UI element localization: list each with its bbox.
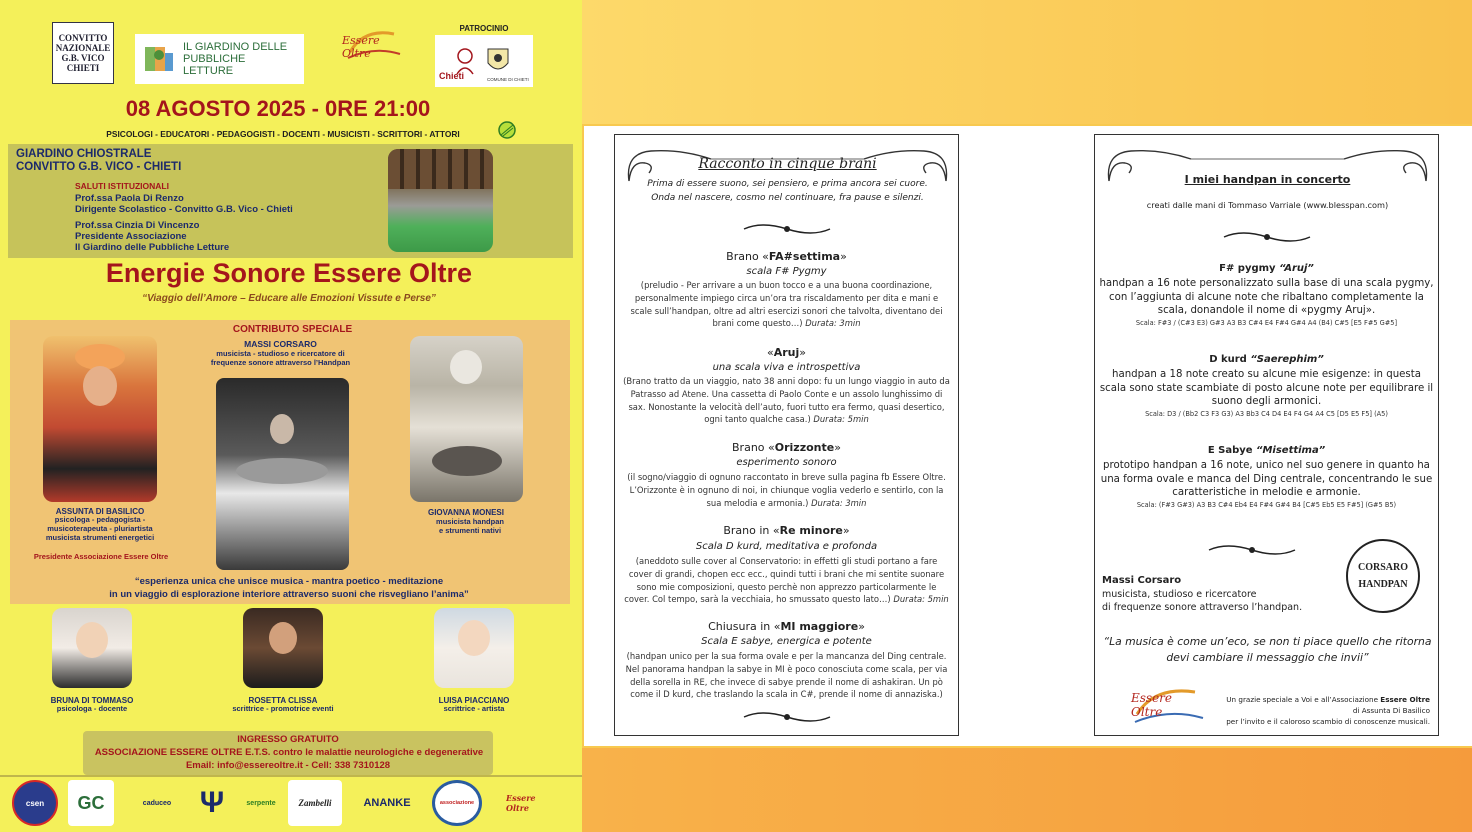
- thanks-line1: Un grazie speciale a Voi e all’Associazione Essere Oltre: [1226, 695, 1430, 704]
- divider-ornament-4: [1207, 540, 1297, 560]
- guest2-role: scrittrice - promotrice eventi: [232, 704, 334, 713]
- associazione-logo: associazione: [432, 780, 482, 826]
- massi-photo: [216, 378, 349, 570]
- essere-oltre-text-top: Essere Oltre: [342, 34, 380, 60]
- handpan1-name: F# pygmy “Aruj”: [1219, 263, 1314, 274]
- brano5-subtitle: Scala E sabye, energica e potente: [701, 636, 872, 647]
- brano3-body: (il sogno/viaggio di ognuno raccontato in breve sulla pagina fb Essere Oltre. L’Orizzonte è in ognuno di noi, in chiunque voglia vederlo e sentirlo, con la sua melodia e armonia.) Durata: 3min: [627, 472, 946, 508]
- main-artist-name: MASSI CORSARO: [244, 339, 317, 349]
- serpente-logo: serpente: [246, 799, 276, 807]
- main-artist-role1: musicista - studioso e ricercatore di: [216, 349, 345, 358]
- brano4-body: (aneddoto sulle cover al Conservatorio: in effetti gli studi portano a fare cover di grandi, chopen ecc ecc., quindi tutti i brani che mi sentite suonare sono mie composizioni, questo perchè non apprezzo particolarmente le cover. Col tempo, sarà la vecchiaia, ho smussato questo lato…) Durata: 5min: [624, 556, 949, 605]
- guest2-name: ROSETTA CLISSA: [248, 696, 318, 705]
- thanks-line3: per l’invito e il caloroso scambio di conoscenze musicali.: [1226, 717, 1430, 726]
- brano3-subtitle: esperimento sonoro: [736, 457, 837, 468]
- venue-photo: [388, 149, 493, 252]
- handpan3-scale: Scala: (F#3 G#3) A3 B3 C#4 Eb4 E4 F#4 G#4 B4 [C#5 Eb5 E5 F#5] (G#5 B5): [1136, 501, 1397, 509]
- brano1-body: (preludio - Per arrivare a un buon tocco e a una buona coordinazione, personalmente impiego circa un’ora tra riscaldamento per dita e mani e scale sull’handpan, oltre ad altri esercizi sonori che talvolta, diventano dei brani come questo…) Durata: 3min: [630, 280, 943, 329]
- corsaro-stamp: [1346, 539, 1420, 613]
- event-title: Energie Sonore Essere Oltre: [105, 258, 473, 288]
- venue-line1: GIARDINO CHIOSTRALE: [16, 148, 152, 160]
- event-date: 08 AGOSTO 2025 - 0RE 21:00: [125, 96, 431, 121]
- luisa-photo: [434, 608, 514, 688]
- brochure-sheet: [584, 126, 1472, 746]
- ananke-logo: ANANKE: [363, 797, 411, 809]
- giardino-logo: [135, 34, 304, 84]
- assunta-role3: musicista strumenti energetici: [45, 533, 155, 542]
- comune-crest-icon: [482, 45, 514, 77]
- assunta-name: ASSUNTA DI BASILICO: [55, 507, 145, 516]
- caduceo-logo: caduceo: [142, 799, 172, 807]
- author-name: Massi Corsaro: [1102, 575, 1182, 586]
- handpan1-scale: Scala: F#3 / (C#3 E3) G#3 A3 B3 C#4 E4 F#4 G#4 A4 (B4) C#5 [E5 F#5 G#5]: [1135, 319, 1398, 327]
- contact-line: Email: info@essereoltre.it - Cell: 338 7310128: [185, 760, 391, 771]
- csen-logo: csen: [12, 780, 58, 826]
- event-poster: [0, 0, 582, 832]
- chieti-logo: [435, 35, 533, 87]
- brano5-title: Chiusura in «MI maggiore»: [708, 620, 865, 633]
- chieti-text: Chieti: [439, 71, 465, 81]
- rosetta-photo: [243, 608, 323, 688]
- giovanna-photo: [410, 336, 523, 502]
- giovanna-name: GIOVANNA MONESI: [427, 508, 504, 517]
- assunta-role2: musicoterapeuta - pluriartista: [47, 524, 153, 533]
- background-top: [582, 0, 1472, 124]
- speaker1-name: Prof.ssa Paola Di Renzo: [75, 193, 184, 204]
- brano3-title: Brano «Orizzonte»: [732, 441, 841, 454]
- venue-line2: CONVITTO G.B. VICO - CHIETI: [16, 161, 182, 173]
- giardino-logo-text: IL GIARDINO DELLE PUBBLICHE LETTURE: [183, 41, 288, 77]
- thanks-line2: di Assunta Di Basilico: [1352, 706, 1430, 715]
- handpan3-name: E Sabye “Misettima”: [1207, 445, 1326, 456]
- giardino-icon: [143, 43, 175, 75]
- divider-ornament-1: [742, 219, 832, 239]
- footer-divider: [0, 775, 582, 777]
- handpan-title: I miei handpan in concerto: [1184, 173, 1351, 186]
- association-line: ASSOCIAZIONE ESSERE OLTRE E.T.S. contro le malattie neurologiche e degenerative: [94, 747, 484, 758]
- stamp-bottom-text: HANDPAN: [1358, 579, 1408, 590]
- psi-logo: Ψ: [199, 786, 225, 819]
- program-panel: [614, 134, 959, 736]
- guest3-name: LUISA PIACCIANO: [438, 696, 510, 705]
- special-quote1: “esperienza unica che unisce musica - mantra poetico - meditazione: [134, 576, 444, 587]
- green-badge-icon: [497, 120, 517, 140]
- background-bottom: [582, 748, 1472, 832]
- handpan3-desc: prototipo handpan a 16 note, unico nel suo genere in quanto ha una forma ovale e manca del Ding centrale, concentrando le sue caratteristiche in melodie e armonie.: [1100, 460, 1433, 498]
- guest1-role: psicologa - docente: [56, 704, 128, 713]
- essere-oltre-logo-bottom: Essere Oltre: [506, 793, 536, 813]
- brano4-subtitle: Scala D kurd, meditativa e profonda: [695, 541, 878, 552]
- speaker2-name: Prof.ssa Cinzia Di Vincenzo: [75, 220, 200, 231]
- handpan2-desc: handpan a 18 note creato su alcune mie esigenze: in questa scala sono state scambiate di posto alcune note per equilibrare il suono degli armonici.: [1099, 369, 1434, 407]
- divider-ornament-2: [742, 707, 832, 727]
- handpan-subtitle: creati dalle mani di Tommaso Varriale (www.blesspan.com): [1146, 200, 1389, 210]
- speaker2-role: Presidente Associazione: [75, 231, 187, 242]
- program-intro2: Onda nel nascere, cosmo nel continuare, fra pause e silenzi.: [651, 193, 924, 203]
- main-artist-role2: frequenze sonore attraverso l’Handpan: [210, 358, 351, 367]
- author-role2: di frequenze sonore attraverso l’handpan.: [1102, 602, 1303, 613]
- handpan-panel: [1094, 134, 1439, 736]
- brano4-title: Brano in «Re minore»: [723, 524, 850, 537]
- speaker1-role: Dirigente Scolastico - Convitto G.B. Vico - Chieti: [75, 204, 293, 215]
- closing-quote1: “La musica è come un’eco, se non ti piace quello che ritorna: [1103, 635, 1432, 648]
- handpan2-scale: Scala: D3 / (Bb2 C3 F3 G3) A3 Bb3 C4 D4 E4 F4 G4 A4 C5 [D5 E5 F5] (A5): [1145, 410, 1388, 418]
- comune-text: COMUNE DI CHIETI: [487, 77, 529, 82]
- stamp-top-text: CORSARO: [1357, 562, 1408, 573]
- essere-oltre-brochure-text: Essere Oltre: [1131, 691, 1173, 719]
- speaker2-org: Il Giardino delle Pubbliche Letture: [75, 242, 230, 253]
- handpan2-name: D kurd “Saerephim”: [1209, 354, 1324, 365]
- frame-ornament-top-right: [1101, 141, 1434, 201]
- divider-ornament-3: [1222, 227, 1312, 247]
- giovanna-role1: musicista handpan: [436, 517, 504, 526]
- handpan1-desc: handpan a 16 note personalizzato sulla base di una scala pygmy, con l’aggiunta di alcune note che ribaltano completamente la scala, donandole il nome di «pygmy Aruj».: [1099, 278, 1434, 316]
- closing-quote2: devi cambiare il messaggio che invii”: [1166, 651, 1369, 664]
- assunta-photo: [43, 336, 157, 502]
- special-quote2: in un viaggio di esplorazione interiore attraverso suoni che risvegliano l’anima”: [109, 589, 469, 600]
- brano1-title: Brano «FA#settima»: [726, 250, 847, 263]
- special-header: CONTRIBUTO SPECIALE: [232, 324, 353, 335]
- brano1-subtitle: scala F# Pygmy: [746, 266, 827, 277]
- essere-oltre-logo-brochure: [1131, 680, 1207, 730]
- audience-line: PSICOLOGI - EDUCATORI - PEDAGOGISTI - DOCENTI - MUSICISTI - SCRITTORI - ATTORI: [106, 129, 460, 139]
- assunta-role1: psicologa - pedagogista -: [54, 515, 146, 524]
- event-subtitle: “Viaggio dell’Amore – Educare alle Emozioni Vissute e Perse”: [142, 293, 436, 304]
- author-role1: musicista, studioso e ricercatore: [1102, 589, 1257, 600]
- zambelli-logo: Zambelli: [288, 780, 342, 826]
- assunta-president: Presidente Associazione Essere Oltre: [33, 552, 169, 561]
- saluti-label: SALUTI ISTITUZIONALI: [75, 181, 169, 191]
- brano2-title: «Aruj»: [766, 346, 806, 359]
- convitto-logo: [52, 22, 114, 84]
- ingresso-label: INGRESSO GRATUITO: [237, 734, 339, 745]
- bruna-photo: [52, 608, 132, 688]
- program-intro1: Prima di essere suono, sei pensiero, e prima ancora sei cuore.: [647, 179, 928, 189]
- guest3-role: scrittrice - artista: [443, 704, 505, 713]
- gc-logo: GC: [68, 780, 114, 826]
- convitto-logo-text: CONVITTO NAZIONALE G.B. VICO CHIETI: [55, 33, 111, 73]
- program-title: Racconto in cinque brani: [698, 156, 877, 172]
- brano2-body: (Brano tratto da un viaggio, nato 38 anni dopo: fu un lungo viaggio in auto da Patrasso ad Atene. Una cassetta di Paolo Conte e un assolo lunghissimo di sax. Nonostante la velocità dell’auto, fuori tutto era fermo, quasi desertico, ogni tanto qualche casa.) Durata: 5min: [623, 376, 950, 425]
- giovanna-role2: e strumenti nativi: [438, 526, 502, 535]
- patrocinio-title: PATROCINIO: [459, 24, 509, 33]
- brano5-body: (handpan unico per la sua forma ovale e per la mancanza del Ding centrale. Nel panorama handpan la sabye in MI è poco conosciuta come scala, per via della sorella in RE, che invece di sabye prende il nome di ashakiran. Un pò come il D kurd, che traslando la scala in C#, prende il nome di annaziska.): [625, 651, 948, 700]
- guest1-name: BRUNA DI TOMMASO: [50, 696, 134, 705]
- brano2-subtitle: una scala viva e introspettiva: [712, 362, 861, 373]
- essere-oltre-logo-top: [342, 24, 406, 86]
